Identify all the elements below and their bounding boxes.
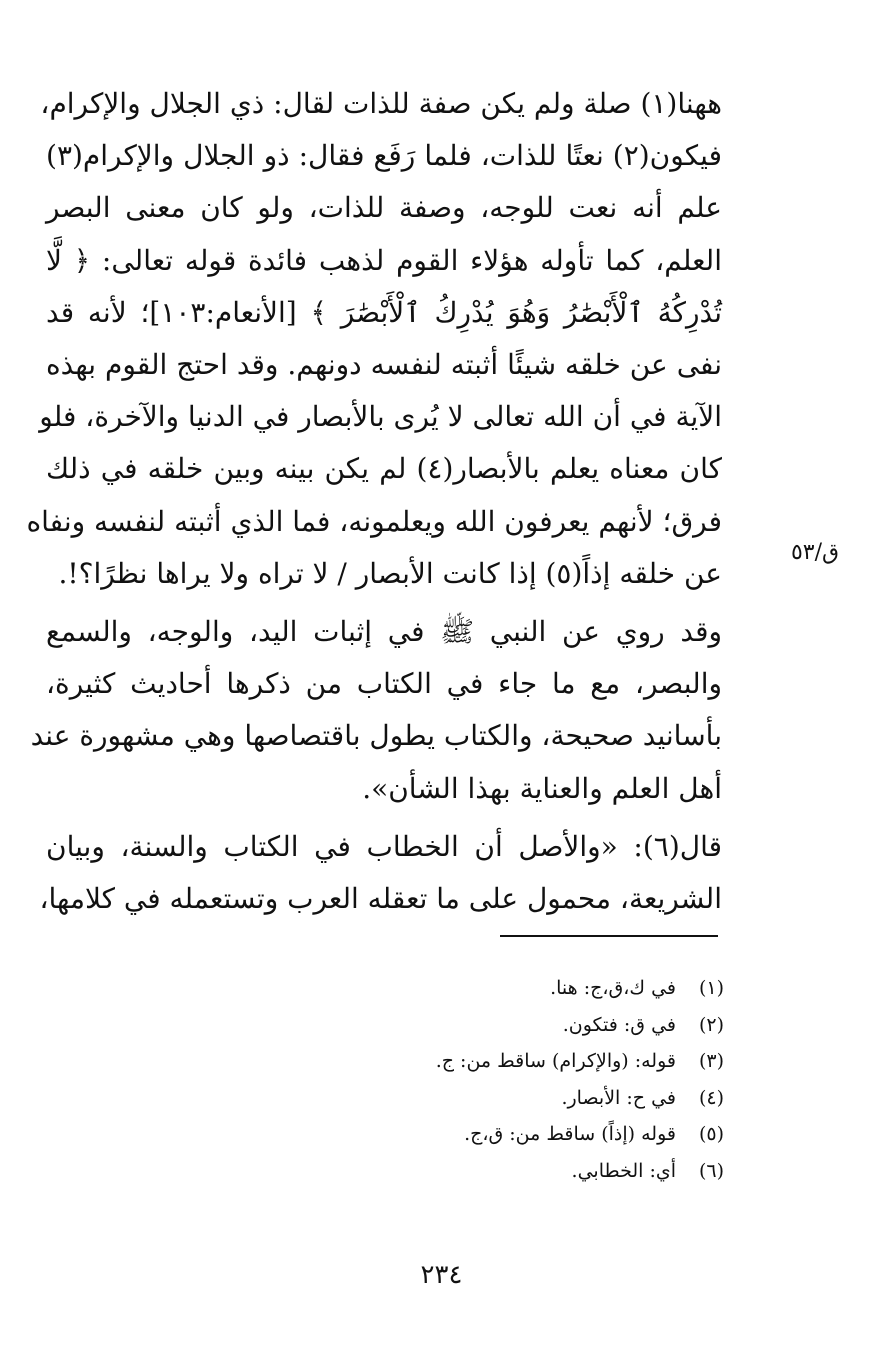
text-line: فرق؛ لأنهم يعرفون الله ويعلمونه، فما الذي أثبته لنفسه ونفاه — [26, 504, 722, 538]
footnote-separator — [500, 935, 718, 937]
footnotes — [300, 970, 724, 1190]
footnote-number: (٢) — [698, 1013, 724, 1036]
footnote-item — [300, 1007, 724, 1044]
footnote-item — [300, 1116, 724, 1153]
page-number: ٢٣٤ — [420, 1260, 463, 1290]
text-line: العلم، كما تأوله هؤلاء القوم لذهب فائدة قوله تعالى: ﴿ لَّا — [46, 243, 722, 277]
footnote-item — [300, 1043, 724, 1080]
paragraph-3 — [39, 821, 722, 925]
footnote-text: أي: الخطابي. — [571, 1159, 676, 1182]
text-line: الآية في أن الله تعالى لا يُرى بالأبصار في الدنيا والآخرة، فلو — [39, 400, 722, 434]
text-line: قال(٦): «والأصل أن الخطاب في الكتاب والسنة، وبيان — [46, 829, 722, 863]
footnote-number: (١) — [698, 977, 724, 999]
text-line: كان معناه يعلم بالأبصار(٤) لم يكن بينه وبين خلقه في ذلك — [46, 452, 722, 486]
text-line: عن خلقه إذاً(٥) إذا كانت الأبصار / لا تراه ولا يراها نظرًا؟!. — [58, 556, 722, 590]
footnote-text: في ك،ق،ج: هنا. — [550, 977, 676, 999]
footnote-text: قوله (إذاً) ساقط من: ق،ج. — [464, 1123, 676, 1146]
footnote-number: (٦) — [698, 1159, 724, 1182]
footnote-item — [300, 1080, 724, 1117]
text-line: وقد روي عن النبي ﷺ في إثبات اليد، والوجه، والسمع — [46, 615, 722, 649]
paragraph-2 — [30, 606, 722, 815]
footnote-item — [300, 970, 724, 1007]
footnote-number: (٥) — [698, 1123, 724, 1146]
footnote-item — [300, 1153, 724, 1190]
footnote-number: (٤) — [698, 1086, 724, 1109]
text-line: نفى عن خلقه شيئًا أثبته لنفسه دونهم. وقد احتج القوم بهذه — [46, 348, 722, 382]
text-line: تُدْرِكُهُ ٱلْأَبْصَٰرُ وَهُوَ يُدْرِكُ ٱلْأَبْصَٰرَ ﴾ [الأنعام:١٠٣]؛ لأنه قد — [46, 295, 722, 329]
text-line: بأسانيد صحيحة، والكتاب يطول باقتصاصها وهي مشهورة عند — [30, 719, 722, 753]
paragraph-1 — [26, 78, 722, 600]
footnote-number: (٣) — [698, 1050, 724, 1073]
text-line: الشريعة، محمول على ما تعقله العرب وتستعمله في كلامها، — [39, 882, 722, 916]
text-line: ههنا(١) صلة ولم يكن صفة للذات لقال: ذي الجلال والإكرام، — [40, 87, 722, 120]
text-line: علم أنه نعت للوجه، وصفة للذات، ولو كان معنى البصر — [46, 191, 722, 225]
text-line: فيكون(٢) نعتًا للذات، فلما رَفَع فقال: ذو الجلال والإكرام(٣) — [46, 139, 722, 173]
text-line: والبصر، مع ما جاء في الكتاب من ذكرها أحاديث كثيرة، — [46, 667, 722, 701]
footnote-text: في ح: الأبصار. — [561, 1086, 676, 1109]
text-line: أهل العلم والعناية بهذا الشأن». — [362, 771, 722, 805]
footnote-text: قوله: (والإكرام) ساقط من: ج. — [435, 1050, 676, 1073]
manuscript-page-marker: ق/٥٣ — [790, 540, 840, 565]
footnote-text: في ق: فتكون. — [562, 1013, 676, 1036]
main-text — [26, 78, 722, 925]
